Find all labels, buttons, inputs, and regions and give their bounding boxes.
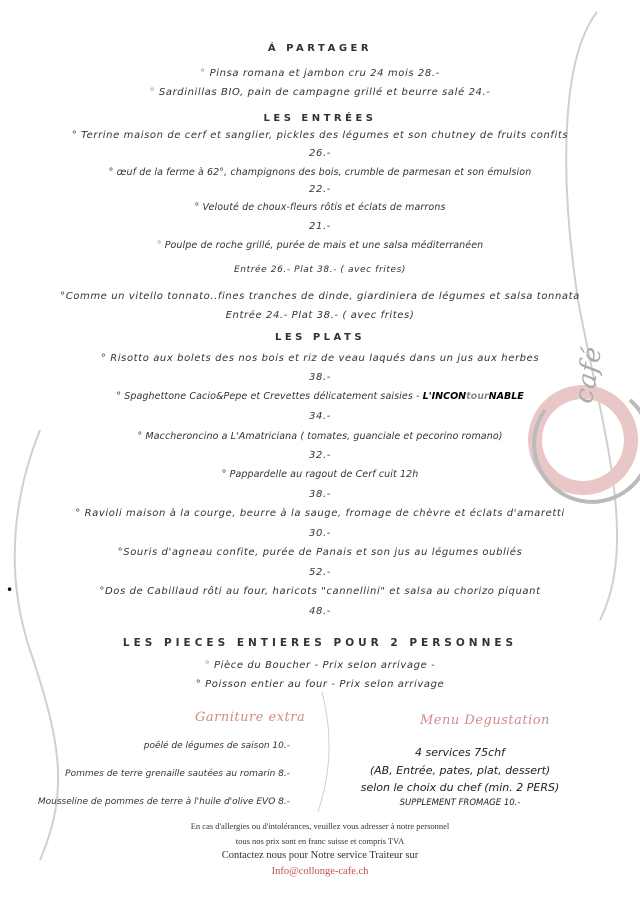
entree-item-2: ° œuf de la ferme à 62°, champignons des bois, crumble de parmesan et son émulsion xyxy=(108,167,532,178)
entree-item-1: ° Terrine maison de cerf et sanglier, pickles des légumes et son chutney de fruits confits xyxy=(71,130,569,141)
entree-item-5: °Comme un vitello tonnato..fines tranches de dinde, giardiniera de légumes et salsa tonnata xyxy=(60,291,580,302)
entree-price-3: 21.- xyxy=(309,221,331,232)
plat-item-1: ° Risotto aux bolets des nos bois et riz de veau laqués dans un jus aux herbes xyxy=(100,353,540,364)
partager-item-2: ° Sardinillas BIO, pain de campagne grillé et beurre salé 24.- xyxy=(149,87,491,98)
footer-email-link[interactable]: Info@collonge-cafe.ch xyxy=(271,866,369,877)
partager-item-1: ° Pinsa romana et jambon cru 24 mois 28.- xyxy=(200,68,440,79)
entree-price-4: Entrée 26.- Plat 38.- ( avec frites) xyxy=(233,265,407,275)
plat-price-5: 30.- xyxy=(309,528,331,539)
brand-name: L'INCONtourNABLE xyxy=(422,391,524,402)
degustation-line-1: 4 services 75chf xyxy=(414,746,505,759)
bullet: ° xyxy=(149,87,156,98)
plat-price-2: 34.- xyxy=(309,411,331,422)
plat-price-4: 38.- xyxy=(309,489,331,500)
section-title-entrees: LES ENTRÉES xyxy=(263,113,377,124)
plat-price-6: 52.- xyxy=(309,567,331,578)
entree-price-2: 22.- xyxy=(309,184,331,195)
garniture-title: Garniture extra xyxy=(195,710,306,725)
plat-item-2: ° Spaghettone Cacio&Pepe et Crevettes délicatement saisies - L'INCONtourNABLE xyxy=(116,391,524,402)
garniture-item-1: poêlé de légumes de saison 10.- xyxy=(143,741,290,751)
entree-price-1: 26.- xyxy=(309,148,331,159)
entree-item-3: ° Velouté de choux-fleurs rôtis et éclats de marrons xyxy=(194,202,446,213)
plat-item-7: °Dos de Cabillaud rôti au four, haricots "cannellini" et salsa au chorizo piquant xyxy=(99,586,541,597)
plat-item-6: °Souris d'agneau confite, purée de Panais et son jus au légumes oubliés xyxy=(117,547,523,558)
entree-price-5: Entrée 24.- Plat 38.- ( avec frites) xyxy=(225,310,415,321)
entiere-item-1: ° Pièce du Boucher - Prix selon arrivage - xyxy=(204,660,436,671)
entree-item-4: ° Poulpe de roche grillé, purée de mais et une salsa méditerranéen xyxy=(156,240,484,251)
degustation-line-2: (AB, Entrée, pates, plat, dessert) xyxy=(369,764,551,777)
plat-price-7: 48.- xyxy=(309,606,331,617)
degustation-line-4: SUPPLEMENT FROMAGE 10.- xyxy=(399,798,521,808)
footer-allergy: En cas d'allergies ou d'intolérances, veuillez vous adresser à notre personnel xyxy=(190,821,450,831)
degustation-title: Menu Degustation xyxy=(420,713,550,728)
footer-tva: tous nos prix sont en franc suisse et compris TVA xyxy=(235,836,405,846)
section-title-partager: Á PARTAGER xyxy=(267,43,373,54)
garniture-item-3: Mousseline de pommes de terre à l'huile d'olive EVO 8.- xyxy=(37,797,290,807)
plat-price-3: 32.- xyxy=(309,450,331,461)
logo-text: café xyxy=(568,344,609,406)
plat-item-3: ° Maccheroncino a L'Amatriciana ( tomates, guanciale et pecorino romano) xyxy=(137,431,503,442)
footer-contact: Contactez nous pour Notre service Traiteur sur xyxy=(221,850,419,861)
plat-item-5: ° Ravioli maison à la courge, beurre à la sauge, fromage de chèvre et éclats d'amaretti xyxy=(75,508,565,519)
bullet: ° xyxy=(200,68,206,79)
garniture-item-2: Pommes de terre grenaille sautées au romarin 8.- xyxy=(65,769,290,779)
section-title-entieres: LES PIECES ENTIERES POUR 2 PERSONNES xyxy=(122,637,518,649)
degustation-line-3: selon le choix du chef (min. 2 PERS) xyxy=(360,781,560,794)
divider-curve xyxy=(318,692,329,812)
section-title-plats: LES PLATS xyxy=(274,332,366,343)
plat-item-4: ° Pappardelle au ragout de Cerf cuit 12h xyxy=(221,469,419,480)
plat-price-1: 38.- xyxy=(309,372,331,383)
stray-bullet: • xyxy=(6,583,14,597)
entiere-item-2: ° Poisson entier au four - Prix selon arrivage xyxy=(195,679,445,690)
